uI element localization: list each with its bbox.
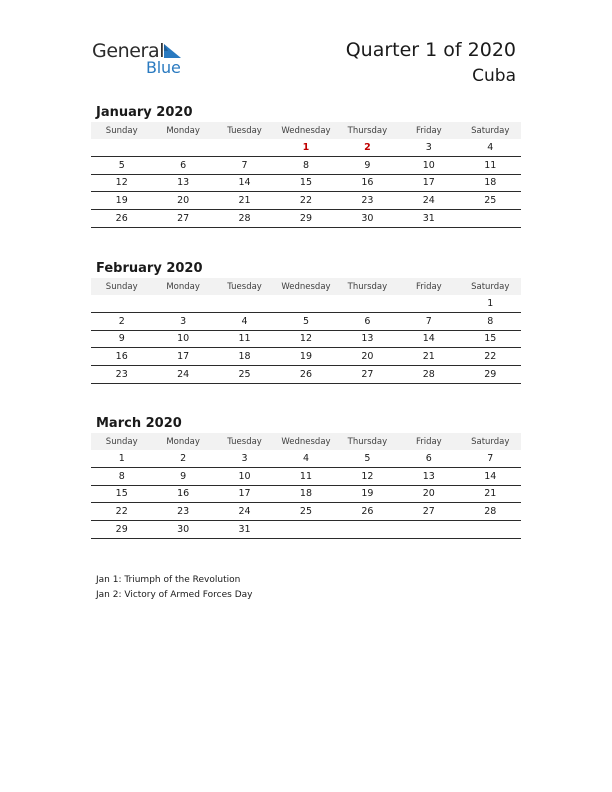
holiday-date: 2 [337, 139, 398, 156]
day-cell: 26 [275, 366, 336, 384]
weekday-label: Monday [152, 433, 213, 450]
day-cell: 5 [337, 450, 398, 467]
day-cell: 28 [398, 366, 459, 384]
day-cell: 17 [398, 174, 459, 192]
holiday-note: Jan 1: Triumph of the Revolution [96, 575, 241, 585]
empty-day-cell [214, 139, 275, 156]
day-cell: 18 [275, 485, 336, 503]
calendar-body [91, 295, 521, 383]
week-row [91, 366, 521, 384]
page-title: Quarter 1 of 2020 [345, 39, 516, 61]
month-january [91, 104, 521, 228]
logo-text-general: General [92, 40, 165, 62]
day-cell: 3 [398, 139, 459, 156]
day-cell: 29 [460, 366, 521, 384]
day-cell: 24 [398, 192, 459, 210]
day-cell: 7 [214, 156, 275, 174]
empty-day-cell [152, 139, 213, 156]
day-cell: 31 [214, 521, 275, 539]
week-row [91, 156, 521, 174]
day-cell: 15 [275, 174, 336, 192]
day-cell: 25 [275, 503, 336, 521]
calendar-grid [91, 433, 521, 539]
week-row [91, 192, 521, 210]
day-cell: 3 [152, 312, 213, 330]
country-name: Cuba [472, 66, 516, 86]
week-row [91, 210, 521, 228]
day-cell: 16 [91, 348, 152, 366]
month-title: January 2020 [96, 105, 193, 120]
day-cell: 20 [152, 192, 213, 210]
day-cell: 5 [91, 156, 152, 174]
day-cell: 30 [152, 521, 213, 539]
day-cell: 26 [337, 503, 398, 521]
weekday-header-row [91, 278, 521, 295]
empty-day-cell [337, 521, 398, 539]
weekday-label: Tuesday [214, 122, 275, 139]
day-cell: 9 [91, 330, 152, 348]
empty-day-cell [91, 139, 152, 156]
day-cell: 31 [398, 210, 459, 228]
day-cell: 26 [91, 210, 152, 228]
week-row [91, 139, 521, 156]
day-cell: 29 [275, 210, 336, 228]
empty-day-cell [152, 295, 213, 312]
day-cell: 7 [398, 312, 459, 330]
day-cell: 19 [275, 348, 336, 366]
weekday-label: Sunday [91, 122, 152, 139]
day-cell: 25 [214, 366, 275, 384]
day-cell: 5 [275, 312, 336, 330]
week-row [91, 348, 521, 366]
week-row [91, 521, 521, 539]
empty-day-cell [214, 295, 275, 312]
day-cell: 24 [214, 503, 275, 521]
weekday-label: Friday [398, 433, 459, 450]
logo-text-blue: Blue [146, 58, 181, 77]
day-cell: 13 [337, 330, 398, 348]
empty-day-cell [460, 210, 521, 228]
week-row [91, 330, 521, 348]
day-cell: 22 [275, 192, 336, 210]
holiday-note: Jan 2: Victory of Armed Forces Day [96, 589, 253, 600]
day-cell: 4 [214, 312, 275, 330]
day-cell: 17 [214, 485, 275, 503]
day-cell: 7 [460, 450, 521, 467]
day-cell: 8 [460, 312, 521, 330]
day-cell: 15 [91, 485, 152, 503]
month-title: March 2020 [96, 416, 182, 431]
day-cell: 14 [460, 467, 521, 485]
weekday-label: Monday [152, 122, 213, 139]
day-cell: 13 [152, 174, 213, 192]
empty-day-cell [275, 521, 336, 539]
day-cell: 21 [214, 192, 275, 210]
empty-day-cell [398, 295, 459, 312]
day-cell: 10 [214, 467, 275, 485]
weekday-label: Thursday [337, 433, 398, 450]
week-row [91, 467, 521, 485]
day-cell: 12 [91, 174, 152, 192]
day-cell: 27 [398, 503, 459, 521]
day-cell: 23 [152, 503, 213, 521]
day-cell: 13 [398, 467, 459, 485]
day-cell: 21 [460, 485, 521, 503]
weekday-label: Tuesday [214, 278, 275, 295]
holiday-notes [96, 573, 252, 602]
empty-day-cell [460, 521, 521, 539]
week-row [91, 295, 521, 312]
week-row [91, 503, 521, 521]
day-cell: 27 [152, 210, 213, 228]
day-cell: 4 [460, 139, 521, 156]
day-cell: 28 [214, 210, 275, 228]
empty-day-cell [398, 521, 459, 539]
day-cell: 19 [337, 485, 398, 503]
day-cell: 10 [152, 330, 213, 348]
day-cell: 8 [275, 156, 336, 174]
day-cell: 22 [91, 503, 152, 521]
week-row [91, 174, 521, 192]
weekday-label: Saturday [460, 122, 521, 139]
day-cell: 11 [460, 156, 521, 174]
generalblue-logo [92, 40, 192, 80]
day-cell: 16 [337, 174, 398, 192]
empty-day-cell [91, 295, 152, 312]
day-cell: 28 [460, 503, 521, 521]
day-cell: 11 [275, 467, 336, 485]
day-cell: 17 [152, 348, 213, 366]
weekday-label: Friday [398, 278, 459, 295]
day-cell: 14 [398, 330, 459, 348]
logo-triangle-icon [162, 43, 182, 59]
day-cell: 10 [398, 156, 459, 174]
weekday-label: Wednesday [275, 278, 336, 295]
day-cell: 23 [91, 366, 152, 384]
weekday-header-row [91, 433, 521, 450]
day-cell: 12 [337, 467, 398, 485]
weekday-label: Wednesday [275, 433, 336, 450]
day-cell: 8 [91, 467, 152, 485]
weekday-label: Thursday [337, 122, 398, 139]
week-row [91, 312, 521, 330]
day-cell: 9 [337, 156, 398, 174]
day-cell: 2 [152, 450, 213, 467]
calendar-body [91, 139, 521, 227]
day-cell: 16 [152, 485, 213, 503]
day-cell: 18 [460, 174, 521, 192]
day-cell: 1 [460, 295, 521, 312]
empty-day-cell [337, 295, 398, 312]
day-cell: 14 [214, 174, 275, 192]
day-cell: 29 [91, 521, 152, 539]
holiday-date: 1 [275, 139, 336, 156]
month-title: February 2020 [96, 261, 203, 276]
day-cell: 3 [214, 450, 275, 467]
day-cell: 19 [91, 192, 152, 210]
day-cell: 1 [91, 450, 152, 467]
day-cell: 18 [214, 348, 275, 366]
day-cell: 20 [398, 485, 459, 503]
week-row [91, 485, 521, 503]
weekday-label: Saturday [460, 433, 521, 450]
weekday-label: Wednesday [275, 122, 336, 139]
day-cell: 15 [460, 330, 521, 348]
day-cell: 2 [91, 312, 152, 330]
day-cell: 9 [152, 467, 213, 485]
day-cell: 27 [337, 366, 398, 384]
weekday-label: Friday [398, 122, 459, 139]
calendar-body [91, 450, 521, 538]
weekday-label: Tuesday [214, 433, 275, 450]
day-cell: 22 [460, 348, 521, 366]
weekday-label: Monday [152, 278, 213, 295]
weekday-header-row [91, 122, 521, 139]
calendar-grid [91, 278, 521, 384]
weekday-label: Sunday [91, 433, 152, 450]
day-cell: 4 [275, 450, 336, 467]
week-row [91, 450, 521, 467]
weekday-label: Sunday [91, 278, 152, 295]
day-cell: 24 [152, 366, 213, 384]
day-cell: 11 [214, 330, 275, 348]
month-february [91, 260, 521, 384]
day-cell: 21 [398, 348, 459, 366]
month-march [91, 415, 521, 539]
day-cell: 6 [152, 156, 213, 174]
calendar-grid [91, 122, 521, 228]
day-cell: 30 [337, 210, 398, 228]
weekday-label: Thursday [337, 278, 398, 295]
day-cell: 6 [398, 450, 459, 467]
weekday-label: Saturday [460, 278, 521, 295]
day-cell: 25 [460, 192, 521, 210]
day-cell: 12 [275, 330, 336, 348]
day-cell: 23 [337, 192, 398, 210]
day-cell: 6 [337, 312, 398, 330]
empty-day-cell [275, 295, 336, 312]
day-cell: 20 [337, 348, 398, 366]
